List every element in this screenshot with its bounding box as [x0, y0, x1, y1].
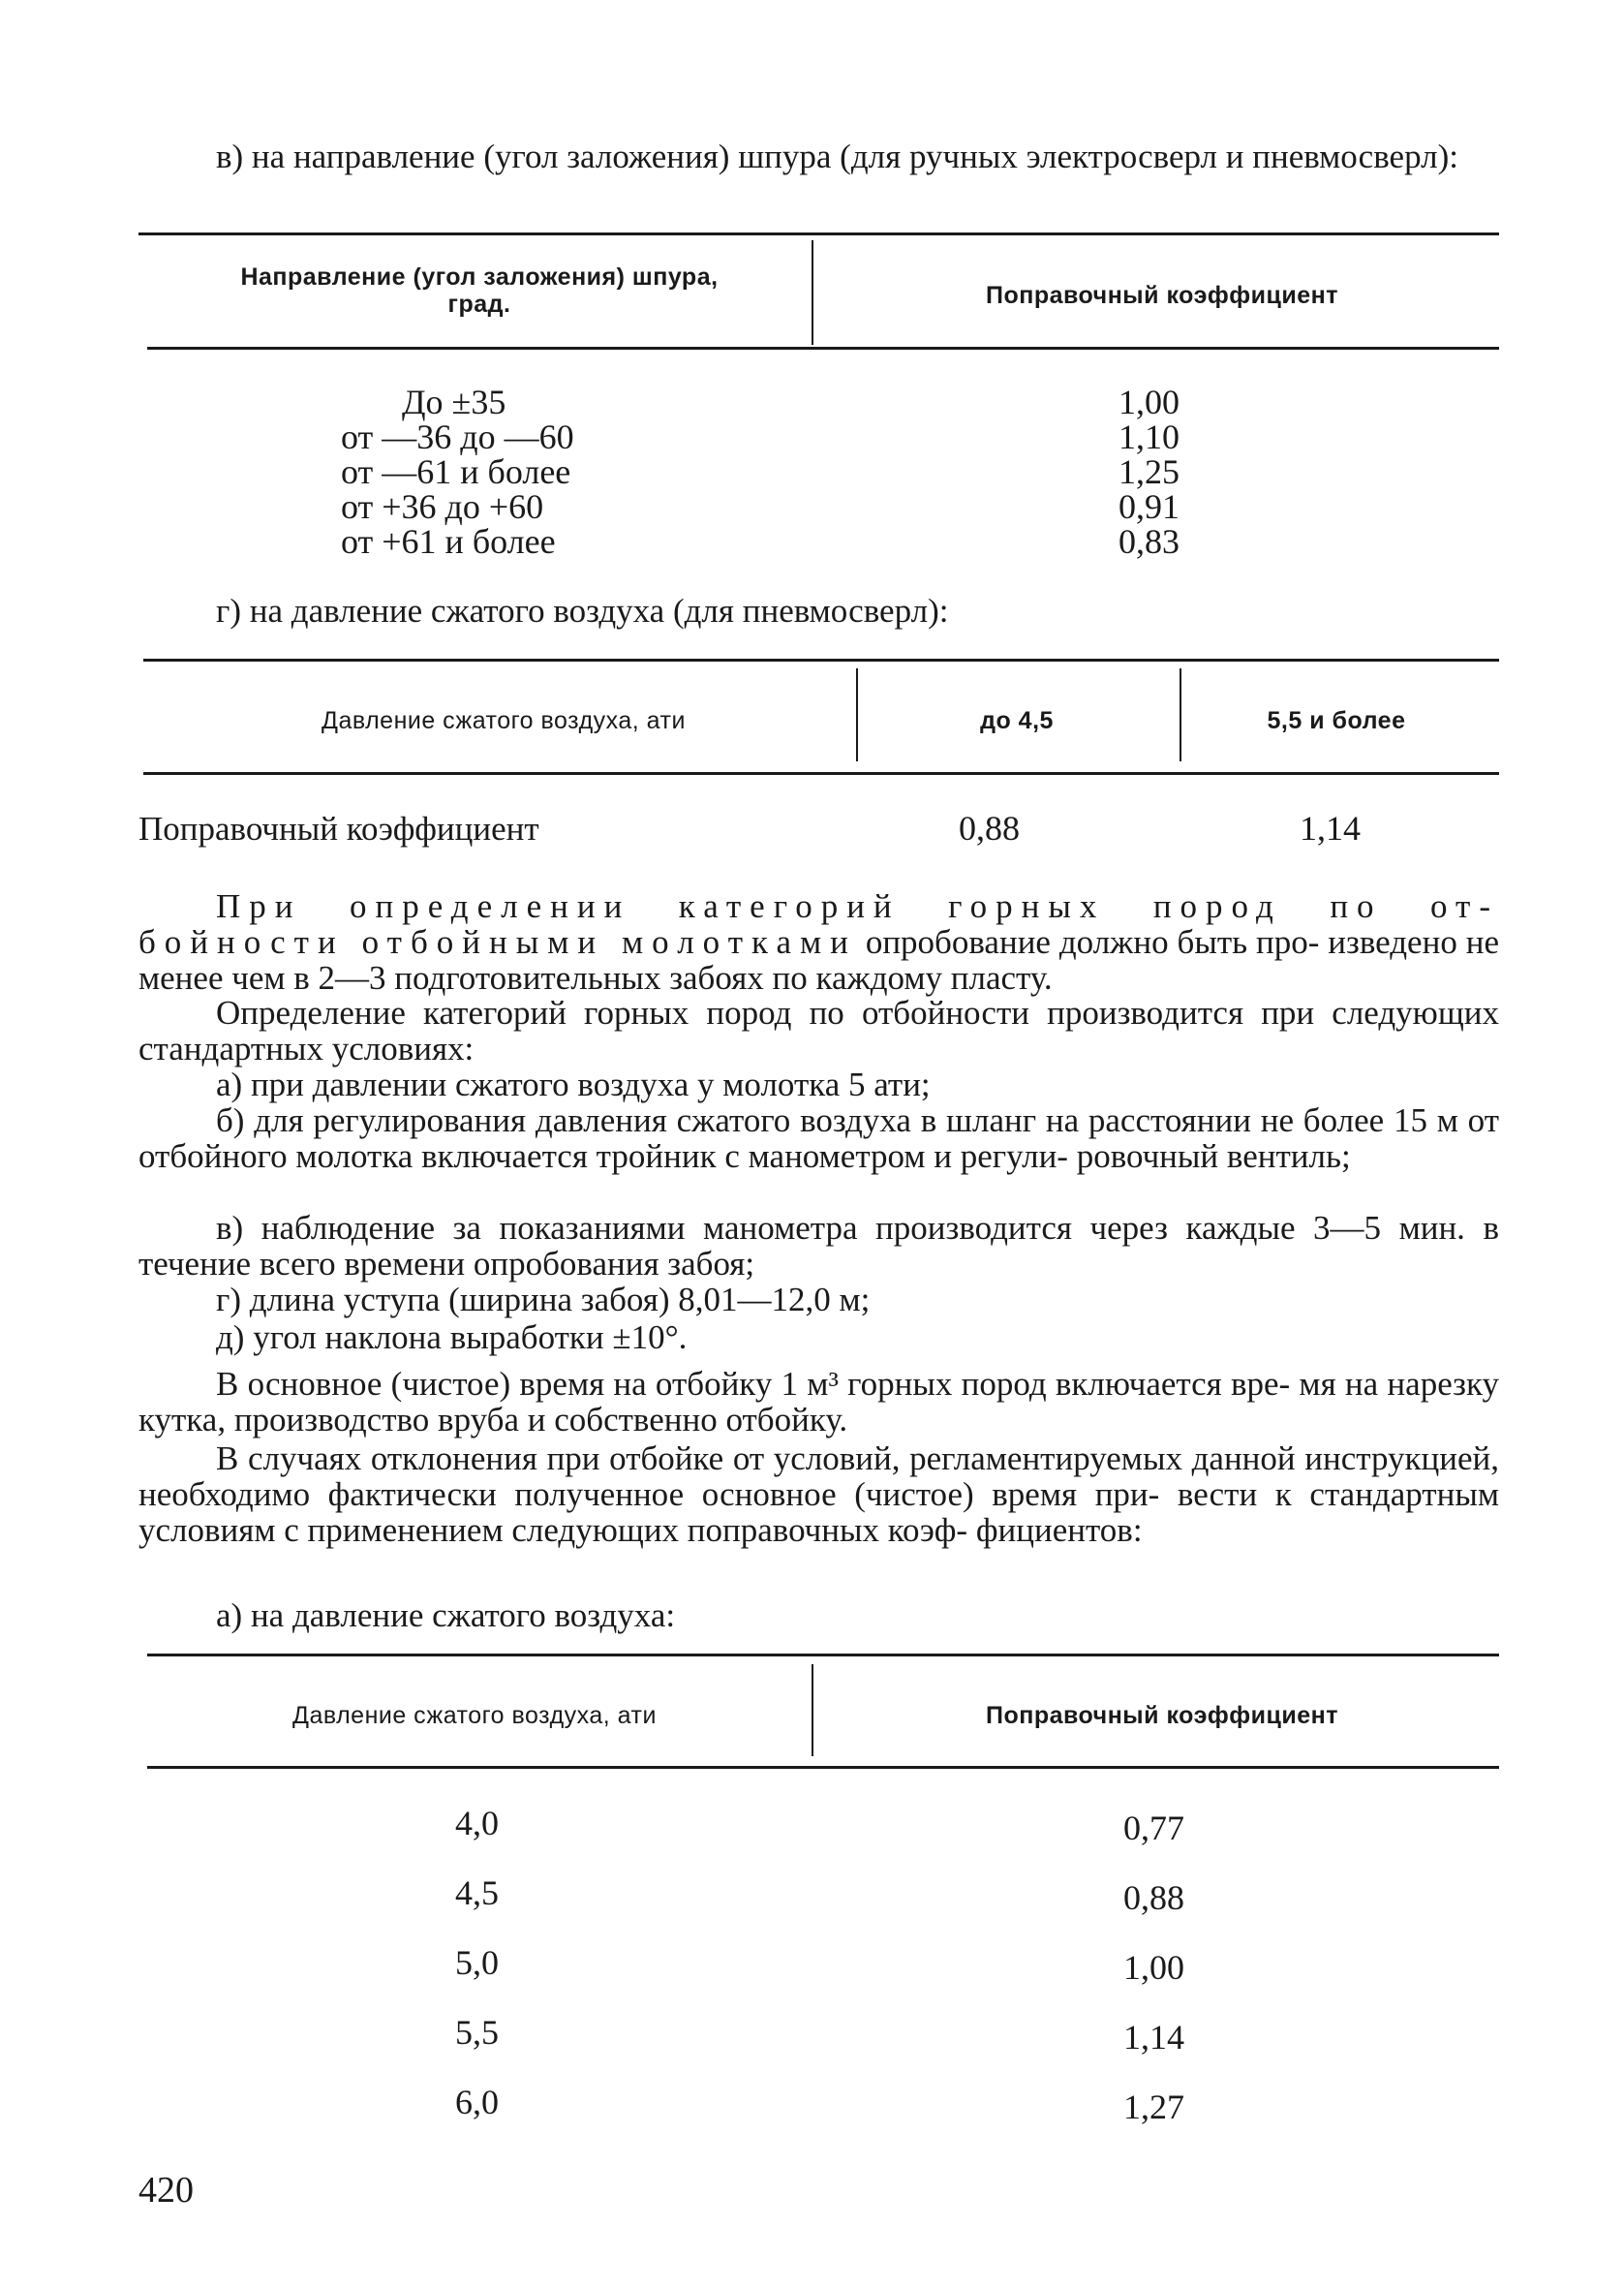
paragraph-standard-conditions: Определение категорий горных пород по отбойности производится при следующих стандартных условиях:: [138, 994, 1499, 1067]
condition-v: в) наблюдение за показаниями манометра производится через каждые 3—5 мин. в течение всего времени опробования забоя;: [138, 1209, 1499, 1283]
table3-coef-1: 0,77: [1123, 1809, 1184, 1847]
table1-coef-5: 0,83: [1118, 522, 1180, 561]
table3-coef-2: 0,88: [1123, 1878, 1184, 1917]
table1-coef-4: 0,91: [1118, 487, 1180, 526]
table2-row-label: Поправочный коэффициент: [138, 810, 539, 848]
table3-coef-3: 1,00: [1123, 1948, 1184, 1987]
table1-header-coefficient: Поправочный коэффициент: [985, 282, 1338, 309]
table2-header-5-5-and-more: 5,5 и более: [1267, 707, 1406, 734]
table2-divider-2: [1180, 668, 1181, 761]
table2-top-rule: [143, 659, 1499, 662]
condition-g: г) длина уступа (ширина забоя) 8,01—12,0 м;: [216, 1281, 871, 1318]
table1-coef-3: 1,25: [1118, 452, 1180, 491]
page-number: 420: [138, 2170, 194, 2211]
table1-range-3: от —61 и более: [341, 452, 571, 491]
table2-header-up-to-4-5: до 4,5: [980, 707, 1054, 734]
table1-range-1: До ±35: [402, 383, 506, 421]
table2-value-2: 1,14: [1300, 809, 1361, 848]
table3-header-divider: [812, 1664, 813, 1756]
paragraph-deviation: В случаях отклонения при отбойке от условий, регламентируемых данной инструкцией, необходимо фактически полученное основное (чистое) время при- вести к стандартным условиям с применением следующих поправочных коэф- фициентов:: [138, 1439, 1499, 1549]
table1-range-4: от +36 до +60: [341, 487, 544, 526]
table1-header-divider: [812, 240, 813, 345]
condition-d: д) угол наклона выработки ±10°.: [216, 1318, 688, 1356]
table2-divider-1: [856, 668, 858, 761]
table3-top-rule: [147, 1654, 1499, 1656]
table3-pressure-3: 5,0: [455, 1943, 499, 1982]
table1-header-direction: Направление (угол заложения) шпура, град.: [240, 263, 719, 318]
table3-header-rule: [147, 1766, 1499, 1769]
table3-pressure-5: 6,0: [455, 2083, 499, 2121]
table3-coef-4: 1,14: [1123, 2018, 1184, 2057]
intro-direction: в) на направление (угол заложения) шпура (для ручных электросверл и пневмосверл):: [216, 138, 1458, 175]
table1-coef-1: 1,00: [1118, 383, 1180, 421]
spaced-emphasis: При определении категорий горных пород по от- бойности отбойными молотками: [138, 887, 1499, 961]
table2-value-1: 0,88: [959, 809, 1020, 848]
table1-header-rule: [147, 347, 1499, 350]
table3-pressure-2: 4,5: [455, 1873, 499, 1912]
table2-header-pressure: Давление сжатого воздуха, ати: [322, 707, 686, 734]
condition-b: б) для регулирования давления сжатого воздуха в шланг на расстоянии не более 15 м от отбойного молотка включается тройник с манометром и регули- ровочный вентиль;: [138, 1101, 1499, 1175]
paragraph-main-time: В основное (чистое) время на отбойку 1 м³ горных пород включается вре- мя на нарезку кутка, производство вруба и собственно отбойку.: [138, 1365, 1499, 1438]
table1-top-rule: [138, 232, 1499, 235]
table1-coef-2: 1,10: [1118, 418, 1180, 456]
table1-range-2: от —36 до —60: [341, 418, 574, 456]
table3-pressure-1: 4,0: [455, 1804, 499, 1842]
condition-a: а) при давлении сжатого воздуха у молотка 5 ати;: [216, 1066, 931, 1103]
table3-header-coefficient: Поправочный коэффициент: [985, 1702, 1338, 1729]
table3-coef-5: 1,27: [1123, 2088, 1184, 2126]
intro-pressure-drill: г) на давление сжатого воздуха (для пневмосверл):: [216, 592, 949, 630]
paragraph-testing-rest: опробование должно быть про- изведено не менее чем в 2—3 подготовительных забоях по каждому пласту.: [138, 923, 1500, 997]
table3-pressure-4: 5,5: [455, 2013, 499, 2052]
intro-pressure-hammer: а) на давление сжатого воздуха:: [216, 1596, 676, 1634]
table1-range-5: от +61 и более: [341, 522, 556, 561]
table3-header-pressure: Давление сжатого воздуха, ати: [292, 1702, 657, 1729]
table2-header-rule: [143, 772, 1499, 775]
paragraph-testing: [138, 888, 1499, 996]
